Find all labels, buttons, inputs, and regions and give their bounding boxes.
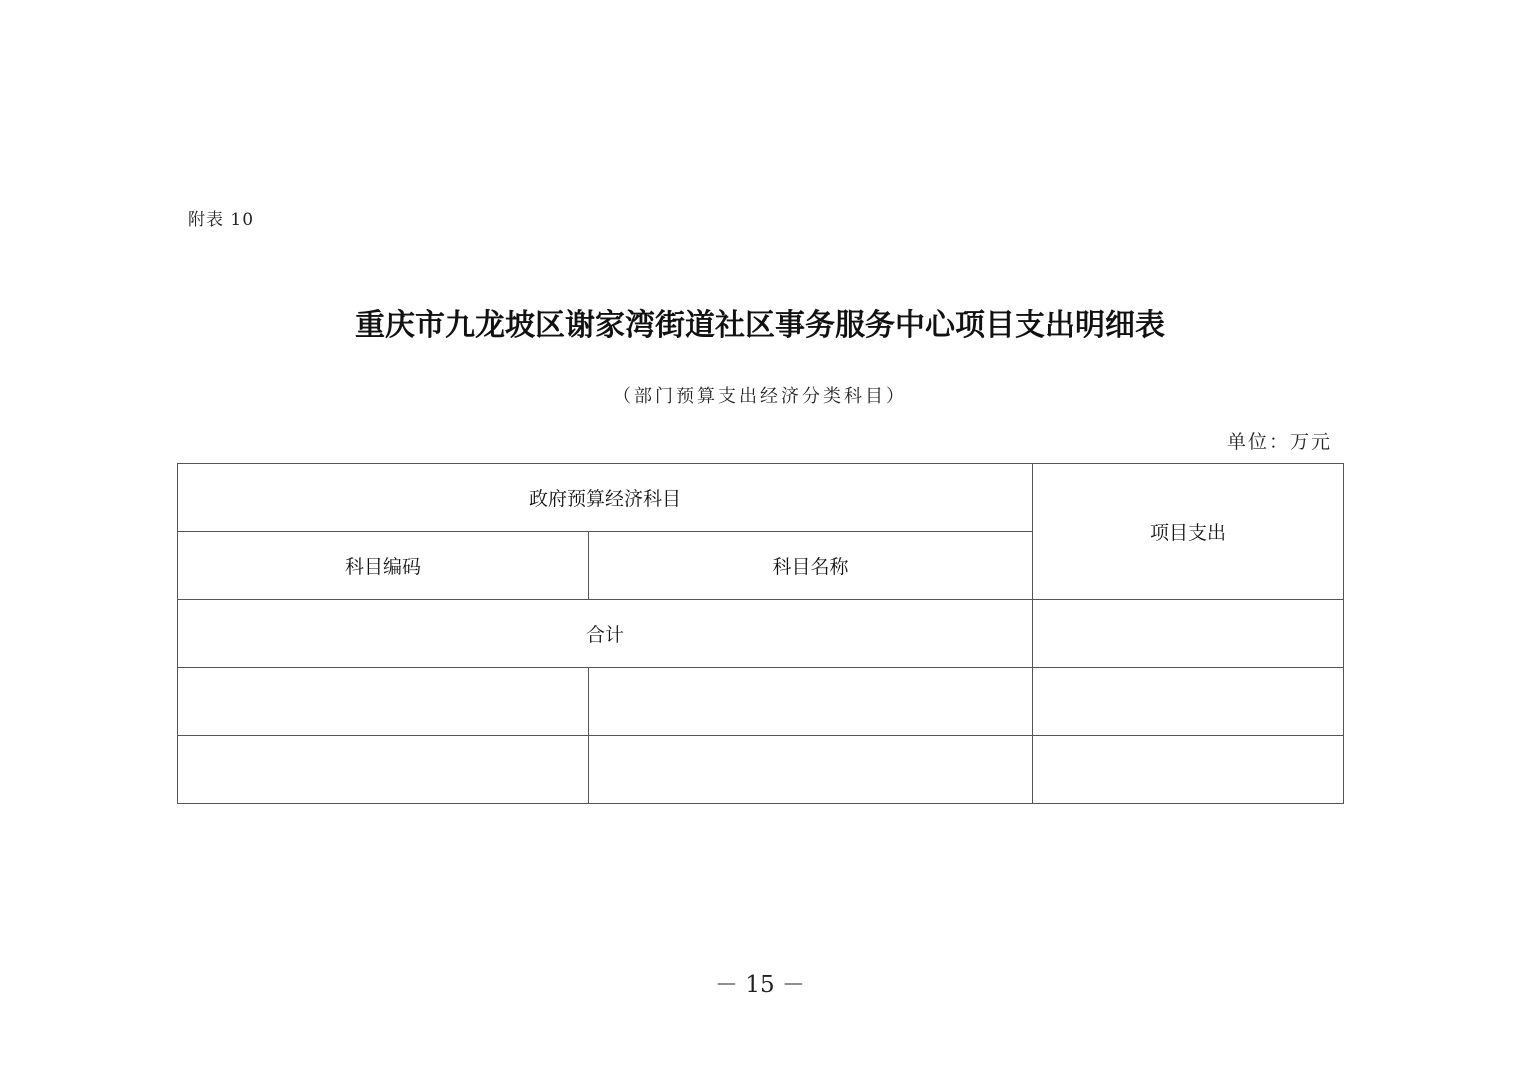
amount-header-cell: 项目支出 bbox=[1033, 464, 1344, 600]
document-subtitle: （部门预算支出经济分类科目） bbox=[613, 386, 907, 407]
document-title: 重庆市九龙坡区谢家湾街道社区事务服务中心项目支出明细表 bbox=[355, 308, 1165, 343]
row-name-cell bbox=[589, 668, 1033, 736]
header-row-group bbox=[178, 464, 1344, 532]
row-amount-cell bbox=[1033, 736, 1344, 804]
table-row bbox=[178, 736, 1344, 804]
row-code-cell bbox=[178, 668, 589, 736]
group-header-cell: 政府预算经济科目 bbox=[178, 464, 1033, 532]
attachment-label: 附表 10 bbox=[188, 210, 255, 230]
row-name-cell bbox=[589, 736, 1033, 804]
total-amount-cell bbox=[1033, 600, 1344, 668]
page-number: － 15 － bbox=[715, 972, 805, 998]
project-expense-table bbox=[177, 463, 1344, 804]
table-row bbox=[178, 668, 1344, 736]
name-header-cell: 科目名称 bbox=[589, 532, 1033, 600]
total-label-cell: 合计 bbox=[178, 600, 1033, 668]
row-amount-cell bbox=[1033, 668, 1344, 736]
unit-note: 单位：万元 bbox=[1226, 431, 1332, 453]
total-row bbox=[178, 600, 1344, 668]
row-code-cell bbox=[178, 736, 589, 804]
code-header-cell: 科目编码 bbox=[178, 532, 589, 600]
